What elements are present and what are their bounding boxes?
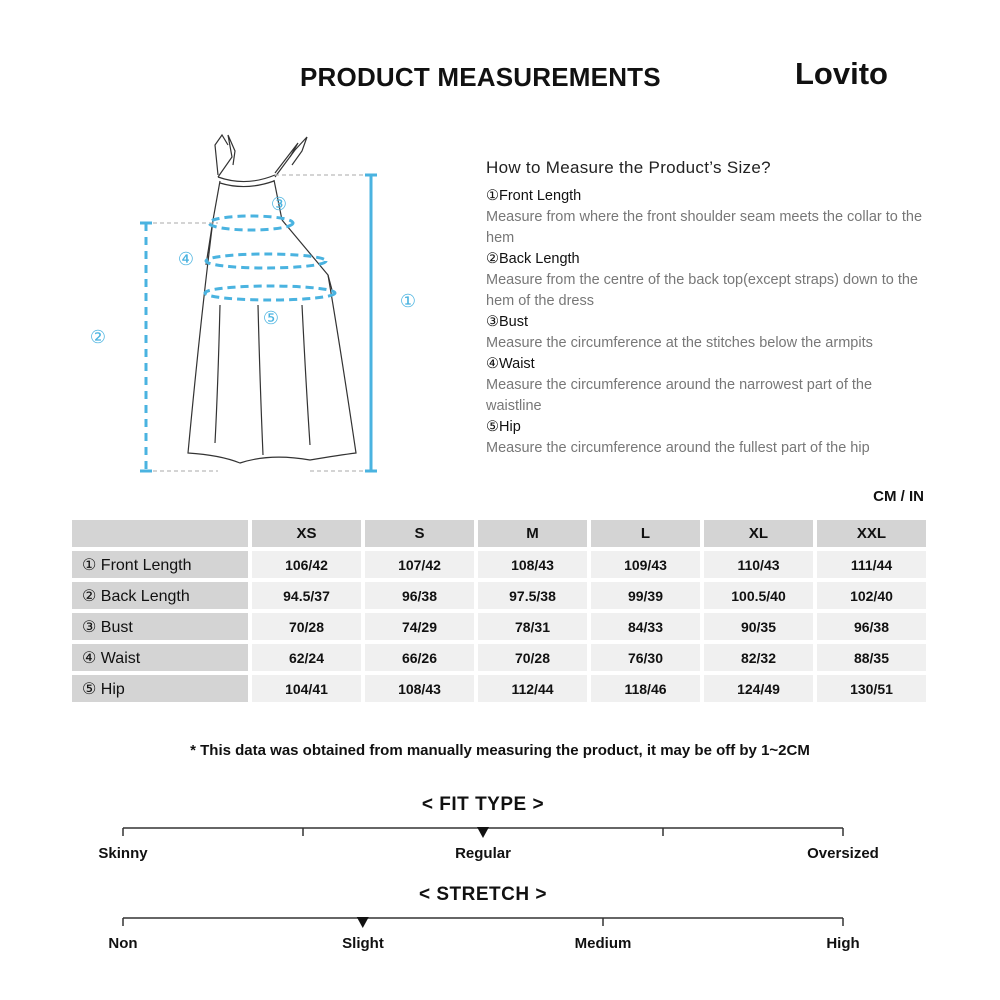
table-row (72, 644, 926, 671)
stretch-label-medium: Medium (574, 935, 632, 952)
size-header: XS (252, 520, 361, 547)
howto-front-length (486, 186, 926, 249)
unit-label: CM / IN (873, 488, 924, 505)
table-cell: 111/44 (817, 551, 926, 578)
howto-desc: Measure from where the front shoulder seam meets the collar to the hem (486, 209, 923, 246)
howto-hip (486, 417, 926, 459)
row-label: ① Front Length (72, 551, 248, 578)
table-cell: 102/40 (817, 582, 926, 609)
stretch-label-slight: Slight (342, 935, 384, 952)
table-row (72, 551, 926, 578)
table-cell: 70/28 (252, 613, 361, 640)
howto-label: ③Bust (486, 314, 529, 330)
size-header: M (478, 520, 587, 547)
table-cell: 130/51 (817, 675, 926, 702)
fit-label-regular: Regular (455, 845, 511, 862)
stretch-marker (357, 917, 369, 928)
marker-back-length: ② (89, 327, 107, 347)
table-cell: 97.5/38 (478, 582, 587, 609)
stretch-label-high: High (826, 935, 860, 952)
dress-outline (188, 135, 356, 463)
size-header: XL (704, 520, 813, 547)
how-to-heading: How to Measure the Product’s Size? (486, 158, 771, 177)
table-cell: 94.5/37 (252, 582, 361, 609)
row-label: ② Back Length (72, 582, 248, 609)
table-corner (72, 520, 248, 547)
table-cell: 118/46 (591, 675, 700, 702)
row-label: ⑤ Hip (72, 675, 248, 702)
fit-type-marker (477, 827, 489, 838)
marker-hip: ⑤ (262, 308, 280, 328)
how-to-measure (486, 158, 926, 459)
table-cell: 109/43 (591, 551, 700, 578)
table-cell: 96/38 (365, 582, 474, 609)
howto-label: ②Back Length (486, 251, 580, 267)
fit-type-scale (110, 818, 860, 844)
table-cell: 70/28 (478, 644, 587, 671)
table-cell: 108/43 (365, 675, 474, 702)
brand-logo: Lovito (795, 56, 888, 91)
howto-desc: Measure the circumference around the narrowest part of the waistline (486, 377, 873, 414)
howto-label: ①Front Length (486, 188, 582, 204)
stretch-label-non: Non (108, 935, 138, 952)
size-header: L (591, 520, 700, 547)
marker-bust: ③ (270, 194, 288, 214)
stretch-title: < STRETCH > (419, 884, 547, 905)
table-cell: 88/35 (817, 644, 926, 671)
table-cell: 76/30 (591, 644, 700, 671)
dress-diagram (70, 125, 420, 485)
table-cell: 82/32 (704, 644, 813, 671)
fit-label-oversized: Oversized (807, 845, 879, 862)
howto-label: ⑤Hip (486, 419, 521, 435)
front-length-line (365, 175, 377, 471)
table-cell: 78/31 (478, 613, 587, 640)
stretch-scale (110, 908, 860, 934)
bust-ellipse (209, 216, 293, 230)
table-cell: 96/38 (817, 613, 926, 640)
table-cell: 100.5/40 (704, 582, 813, 609)
marker-front-length: ① (399, 291, 417, 311)
howto-desc: Measure the circumference at the stitches below the armpits (486, 335, 873, 351)
waist-ellipse (206, 254, 326, 268)
table-cell: 99/39 (591, 582, 700, 609)
row-label: ④ Waist (72, 644, 248, 671)
howto-label: ④Waist (486, 356, 535, 372)
table-cell: 62/24 (252, 644, 361, 671)
hip-ellipse (205, 286, 335, 300)
table-cell: 84/33 (591, 613, 700, 640)
table-cell: 110/43 (704, 551, 813, 578)
fit-label-skinny: Skinny (98, 845, 148, 862)
size-header: S (365, 520, 474, 547)
howto-back-length (486, 249, 926, 312)
back-length-line (140, 223, 152, 471)
size-header: XXL (817, 520, 926, 547)
table-cell: 104/41 (252, 675, 361, 702)
table-cell: 90/35 (704, 613, 813, 640)
table-cell: 106/42 (252, 551, 361, 578)
table-row (72, 613, 926, 640)
table-row (72, 582, 926, 609)
table-cell: 107/42 (365, 551, 474, 578)
table-cell: 74/29 (365, 613, 474, 640)
table-cell: 108/43 (478, 551, 587, 578)
table-cell: 112/44 (478, 675, 587, 702)
size-table (68, 516, 930, 706)
page-title: PRODUCT MEASUREMENTS (300, 62, 661, 92)
fit-type-title: < FIT TYPE > (421, 794, 545, 815)
howto-waist (486, 354, 926, 417)
table-header-row (72, 520, 926, 547)
table-cell: 66/26 (365, 644, 474, 671)
table-row (72, 675, 926, 702)
marker-waist: ④ (177, 249, 195, 269)
row-label: ③ Bust (72, 613, 248, 640)
howto-bust (486, 312, 926, 354)
howto-desc: Measure the circumference around the fullest part of the hip (486, 440, 870, 456)
measurement-note: * This data was obtained from manually measuring the product, it may be off by 1~2CM (190, 742, 810, 759)
howto-desc: Measure from the centre of the back top(except straps) down to the hem of the dress (486, 272, 918, 309)
table-cell: 124/49 (704, 675, 813, 702)
